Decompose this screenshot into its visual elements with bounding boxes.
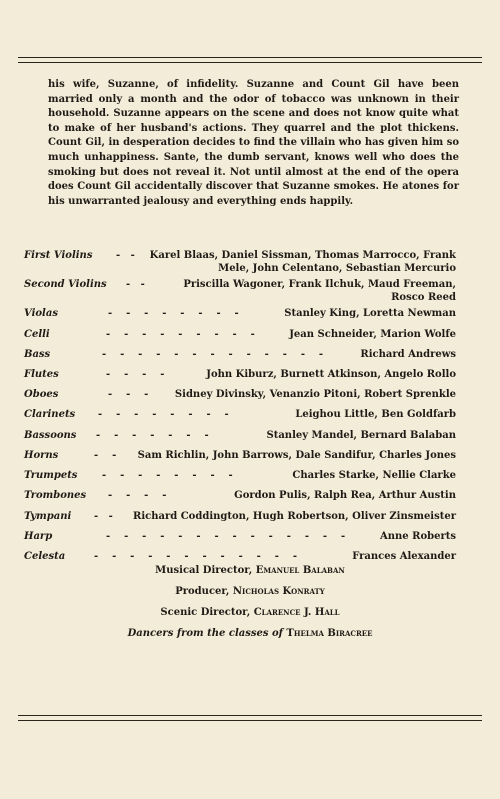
- roster-section-label: Bassoons: [24, 430, 77, 441]
- bottom-double-rule: [18, 715, 482, 721]
- roster-names: Richard Andrews: [360, 349, 456, 360]
- roster-names: John Kiburz, Burnett Atkinson, Angelo Rollo: [206, 369, 456, 380]
- roster-names: Anne Roberts: [380, 531, 456, 542]
- roster-section-label: Violas: [24, 308, 58, 319]
- roster-names: Charles Starke, Nellie Clarke: [292, 470, 456, 481]
- roster-section-label: Horns: [24, 450, 59, 461]
- credits-block: [0, 560, 500, 644]
- leader-dashes: - - - - - - - -: [102, 470, 233, 481]
- roster-section-label: Bass: [24, 349, 51, 360]
- roster-names: Priscilla Wagoner, Frank Ilchuk, Maud Freeman, Rosco Reed: [183, 279, 456, 303]
- leader-dashes: - - - - - - -: [96, 430, 209, 441]
- credit-label: Producer,: [175, 586, 230, 597]
- leader-dashes: - - - - - - - -: [108, 308, 239, 319]
- roster-names: Jean Schneider, Marion Wolfe: [289, 329, 456, 340]
- roster-names: Richard Coddington, Hugh Robertson, Oliver Zinsmeister: [133, 511, 456, 522]
- leader-dashes: - -: [116, 250, 135, 261]
- leader-dashes: - - - - - - - - - - - - - -: [106, 531, 346, 542]
- roster-names: Sam Richlin, John Barrows, Dale Sandifur, Charles Jones: [137, 450, 456, 461]
- roster-names: Stanley King, Loretta Newman: [284, 308, 456, 319]
- credit-musical-director: [0, 560, 500, 581]
- credit-label: Scenic Director,: [160, 607, 251, 618]
- roster-names: Leighou Little, Ben Goldfarb: [295, 409, 456, 420]
- roster-section-label: Clarinets: [24, 409, 76, 420]
- credit-label: Dancers from the classes of: [127, 628, 283, 639]
- roster-section-label: Celesta: [24, 551, 66, 562]
- leader-dashes: - - - -: [108, 490, 167, 501]
- top-double-rule: [18, 57, 482, 63]
- roster-section-label: First Violins: [24, 250, 93, 261]
- roster-names: Sidney Divinsky, Venanzio Pitoni, Robert Sprenkle: [174, 389, 456, 400]
- credit-dancers: [0, 623, 500, 644]
- credit-name: Nicholas Konraty: [232, 586, 325, 597]
- leader-dashes: - - -: [108, 389, 149, 400]
- synopsis-paragraph: his wife, Suzanne, of infidelity. Suzanne and Count Gil have been married only a month and the odor of tobacco was unknown in their household. Suzanne appears on the scene and does not know quite what to make of her husband's actions. They quarrel and the plot thickens. Count Gil, in desperation decides to find the villain who has given him so much unhappiness. Sante, the dumb servant, knows well who does the smoking but does not reveal it. Not until almost at the end of the opera does Count Gil accidentally discover that Suzanne smokes. He atones for his unwarranted jealousy and everything ends happily.: [48, 79, 459, 207]
- credit-name: Clarence J. Hall: [253, 607, 340, 618]
- roster-section-label: Tympani: [24, 511, 72, 522]
- roster-section-label: Trombones: [24, 490, 87, 501]
- credit-name: Emanuel Balaban: [255, 565, 345, 576]
- roster-names: Karel Blaas, Daniel Sissman, Thomas Marrocco, Frank Mele, John Celentano, Sebastian Mercurio: [149, 250, 456, 274]
- leader-dashes: - - - - - - - - -: [106, 329, 255, 340]
- leader-dashes: - - - - - - - - - - - - -: [102, 349, 324, 360]
- roster-section-label: Trumpets: [24, 470, 78, 481]
- roster-section-label: Flutes: [24, 369, 59, 380]
- roster-section-label: Oboes: [24, 389, 59, 400]
- leader-dashes: - - - -: [106, 369, 165, 380]
- leader-dashes: - -: [94, 511, 113, 522]
- roster-section-label: Second Violins: [24, 279, 107, 290]
- credit-scenic-director: [0, 602, 500, 623]
- credit-producer: [0, 581, 500, 602]
- credit-label: Musical Director,: [155, 565, 253, 576]
- roster-section-label: Celli: [24, 329, 50, 340]
- roster-names: Stanley Mandel, Bernard Balaban: [266, 430, 456, 441]
- credit-name: Thelma Biracree: [286, 628, 373, 639]
- leader-dashes: - -: [94, 450, 117, 461]
- leader-dashes: - -: [126, 279, 145, 290]
- leader-dashes: - - - - - - - - - - - -: [94, 551, 297, 562]
- leader-dashes: - - - - - - - -: [98, 409, 229, 420]
- roster-section-label: Harp: [24, 531, 53, 542]
- roster-names: Frances Alexander: [352, 551, 456, 562]
- roster-names: Gordon Pulis, Ralph Rea, Arthur Austin: [234, 490, 456, 501]
